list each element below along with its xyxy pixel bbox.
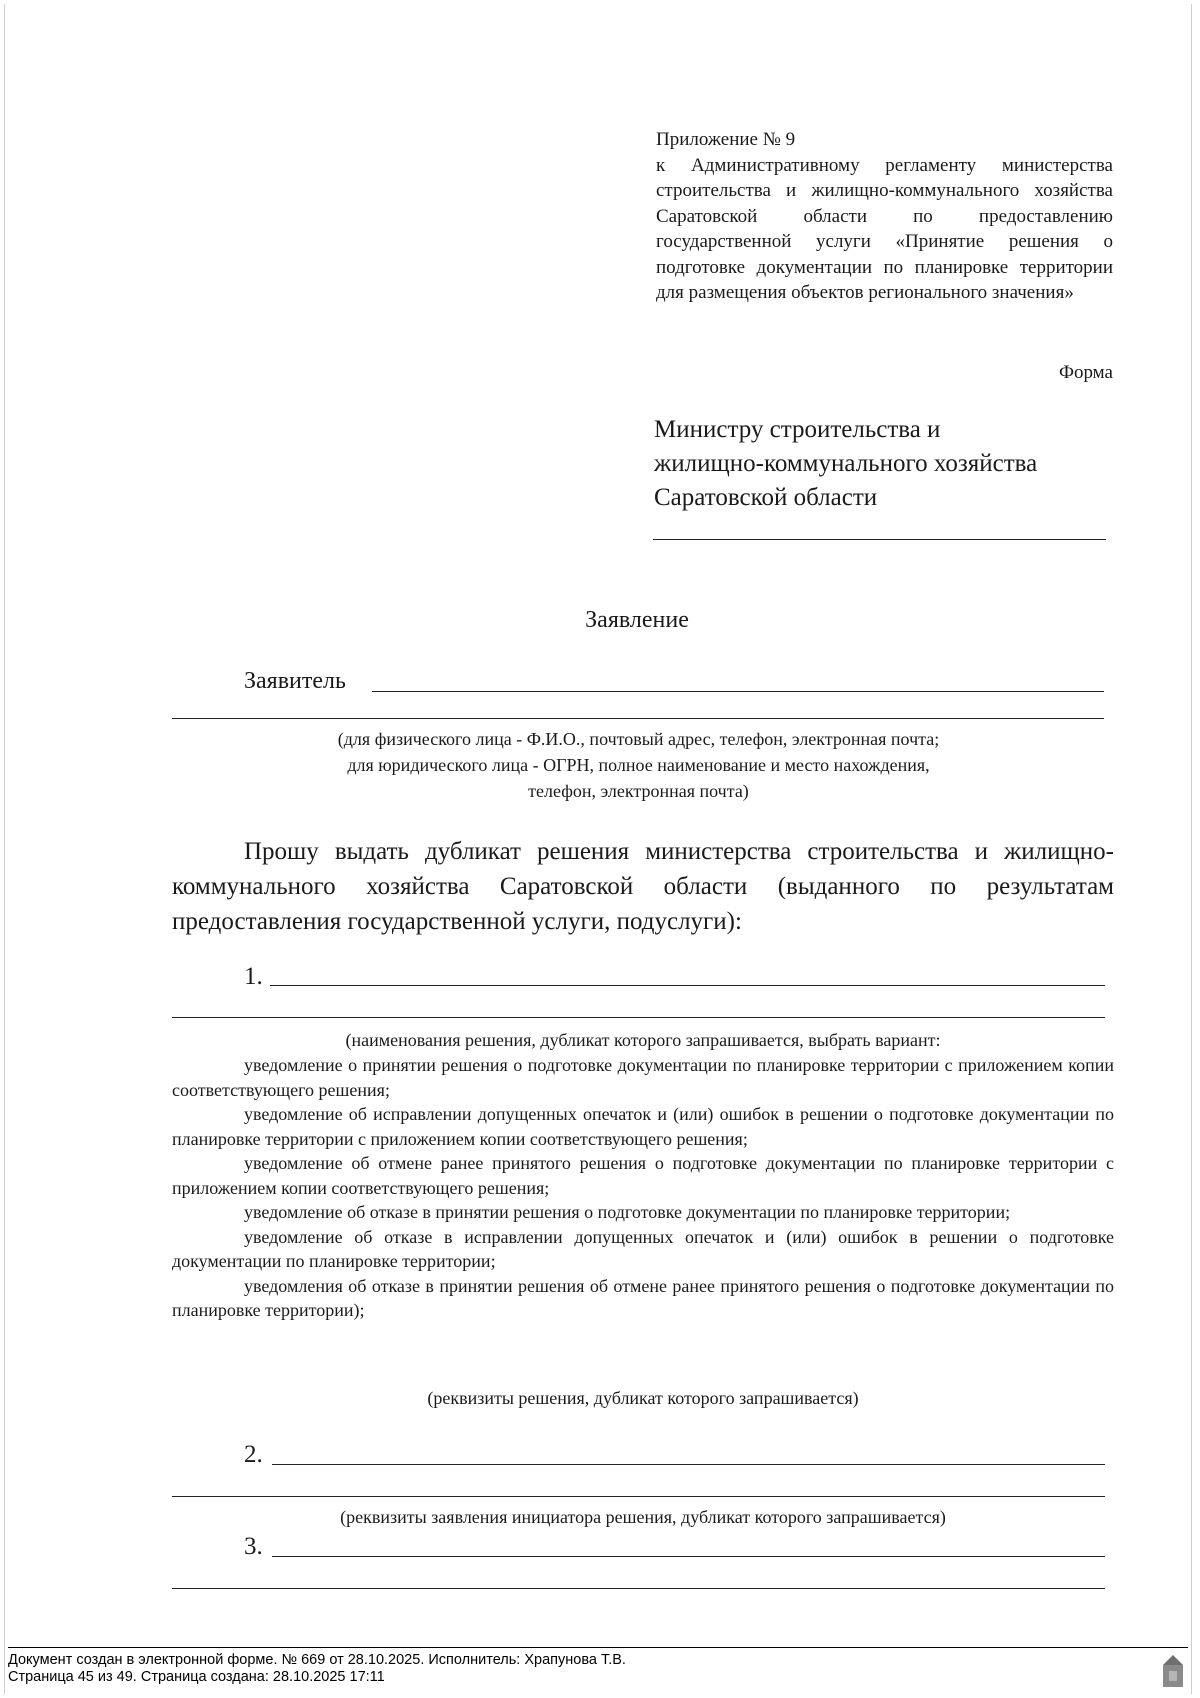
variant-item-2: уведомление об исправлении допущенных опечаток и (или) ошибок в решении о подготовке документации по планировке территории с приложением копии соответствующего решения; <box>172 1104 1114 1149</box>
request-paragraph: Прошу выдать дубликат решения министерства строительства и жилищно-коммунального хозяйства Саратовской области (выданного по результатам предоставления государственной услуги, подуслуги): <box>172 838 1114 935</box>
item-1-field-line-1[interactable] <box>270 985 1105 986</box>
applicant-note <box>172 726 1105 804</box>
variant-item-4: уведомление об отказе в принятии решения о подготовке документации по планировке территории; <box>244 1202 1011 1222</box>
applicant-field-line-2[interactable] <box>172 718 1104 719</box>
document-footer <box>8 1647 1188 1689</box>
footer-line-1: Документ создан в электронной форме. № 669 от 28.10.2025. Исполнитель: Храпунова Т.В. <box>8 1652 626 1668</box>
recipient-line-2: жилищно-коммунального хозяйства <box>654 450 1038 477</box>
recipient-line-1: Министру строительства и <box>654 416 941 443</box>
footer-line-2: Страница 45 из 49. Страница создана: 28.10.2025 17:11 <box>8 1669 385 1685</box>
applicant-field-line-1[interactable] <box>372 691 1104 692</box>
item-3-field-line-1[interactable] <box>272 1556 1105 1557</box>
appendix-text: к Административному регламенту министерства строительства и жилищно-коммунального хозяйства Саратовской области по предоставлению государственной услуги «Принятие решения о подготовке документации по планировке территории для размещения объектов регионального значения» <box>656 154 1113 303</box>
recipient-line-3: Саратовской области <box>654 484 878 511</box>
applicant-note-line-1: (для физического лица - Ф.И.О., почтовый адрес, телефон, электронная почта; <box>337 729 940 749</box>
appendix-number: Приложение № 9 <box>656 129 796 150</box>
applicant-note-line-2: для юридического лица - ОГРН, полное наименование и место нахождения, <box>347 755 930 775</box>
coat-of-arms-icon <box>1160 1651 1186 1689</box>
recipient-block <box>654 413 1124 515</box>
item-1-variants-list <box>172 1053 1114 1323</box>
appendix-block <box>656 127 1113 306</box>
variant-item-3: уведомление об отмене ранее принятого решения о подготовке документации по планировке территории с приложением копии соответствующего решения; <box>172 1153 1114 1198</box>
recipient-signature-line[interactable] <box>653 539 1106 540</box>
document-title: Заявление <box>585 607 689 633</box>
item-3-field-line-2[interactable] <box>172 1588 1105 1589</box>
item-3-number: 3. <box>244 1533 263 1560</box>
form-label: Форма <box>1058 362 1113 383</box>
item-2-note: (реквизиты заявления инициатора решения, дубликат которого запрашивается) <box>340 1507 946 1527</box>
item-1-number: 1. <box>244 963 263 990</box>
variant-item-1: уведомление о принятии решения о подготовке документации по планировке территории с приложением копии соответствующего решения; <box>172 1055 1114 1100</box>
applicant-note-line-3: телефон, электронная почта) <box>528 781 749 801</box>
item-2-field-line-1[interactable] <box>272 1464 1105 1465</box>
item-1-field-line-2[interactable] <box>172 1017 1105 1018</box>
item-2-field-line-2[interactable] <box>172 1496 1105 1497</box>
item-1-note-header: (наименования решения, дубликат которого запрашивается, выбрать вариант: <box>345 1030 941 1050</box>
variant-item-5: уведомление об отказе в исправлении допущенных опечаток и (или) ошибок в решении о подготовке документации по планировке территории; <box>172 1226 1114 1271</box>
variant-item-6: уведомления об отказе в принятии решения об отмене ранее принятого решения о подготовке документации по планировке территории); <box>172 1275 1114 1320</box>
item-2-number: 2. <box>244 1441 263 1468</box>
applicant-label: Заявитель <box>244 668 346 694</box>
item-1-note-footer: (реквизиты решения, дубликат которого запрашивается) <box>427 1388 859 1408</box>
